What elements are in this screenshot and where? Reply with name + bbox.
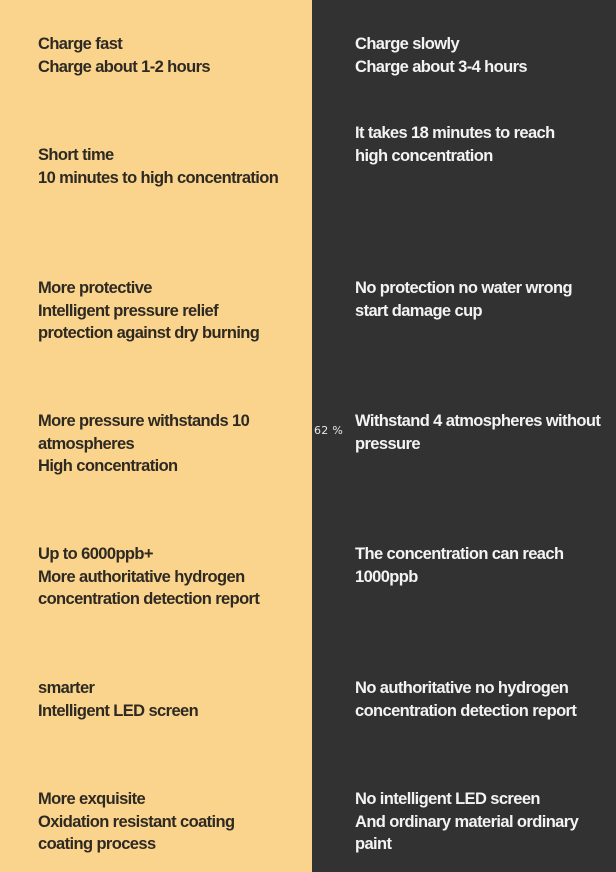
right-item-line: pressure <box>355 434 420 453</box>
left-item-line: Charge fast <box>38 35 123 53</box>
right-item-line: Charge about 3-4 hours <box>355 57 527 76</box>
right-item-line: No intelligent LED screen <box>355 790 540 808</box>
right-item-line: concentration detection report <box>355 701 577 720</box>
right-item-line: Withstand 4 atmospheres without <box>355 412 601 430</box>
left-item-line: concentration detection report <box>38 590 260 608</box>
left-item-line: Charge about 1-2 hours <box>38 57 210 76</box>
right-item-concentration <box>355 543 613 588</box>
left-item-line: Short time <box>38 146 114 164</box>
right-item-line: high concentration <box>355 146 493 165</box>
right-item-line: paint <box>355 835 392 853</box>
left-item-pressure <box>38 410 306 478</box>
right-item-line: And ordinary material ordinary <box>355 812 579 831</box>
right-item-time <box>355 122 613 167</box>
left-item-coating <box>38 788 306 856</box>
right-item-line: The concentration can reach <box>355 545 564 563</box>
left-item-line: More authoritative hydrogen <box>38 567 245 586</box>
right-item-line: 1000ppb <box>355 567 418 586</box>
left-item-line: More pressure withstands 10 <box>38 412 250 430</box>
left-item-line: Up to 6000ppb+ <box>38 545 153 563</box>
left-item-line: Intelligent pressure relief <box>38 301 219 320</box>
left-item-line: coating process <box>38 835 156 853</box>
left-item-line: More protective <box>38 279 152 297</box>
left-item-concentration <box>38 543 306 611</box>
right-item-screen <box>355 788 613 856</box>
right-item-report <box>355 677 613 722</box>
left-item-line: Oxidation resistant coating <box>38 812 235 831</box>
right-item-charge <box>355 33 613 78</box>
percent-badge: 62 % <box>314 424 344 437</box>
right-item-pressure <box>355 410 613 455</box>
left-item-time <box>38 144 306 189</box>
left-item-line: More exquisite <box>38 790 146 808</box>
left-item-screen <box>38 677 306 722</box>
left-item-line: smarter <box>38 679 95 697</box>
right-item-protection <box>355 277 613 322</box>
left-item-line: Intelligent LED screen <box>38 701 199 720</box>
left-item-line: 10 minutes to high concentration <box>38 168 279 187</box>
right-item-line: Charge slowly <box>355 35 460 53</box>
left-item-protection <box>38 277 306 345</box>
right-item-line: start damage cup <box>355 301 483 320</box>
left-item-line: protection against dry burning <box>38 324 260 342</box>
left-item-line: atmospheres <box>38 434 135 453</box>
right-item-line: No authoritative no hydrogen <box>355 679 569 697</box>
left-item-line: High concentration <box>38 457 178 475</box>
left-item-charge <box>38 33 306 78</box>
right-item-line: No protection no water wrong <box>355 279 572 297</box>
right-item-line: It takes 18 minutes to reach <box>355 124 555 142</box>
